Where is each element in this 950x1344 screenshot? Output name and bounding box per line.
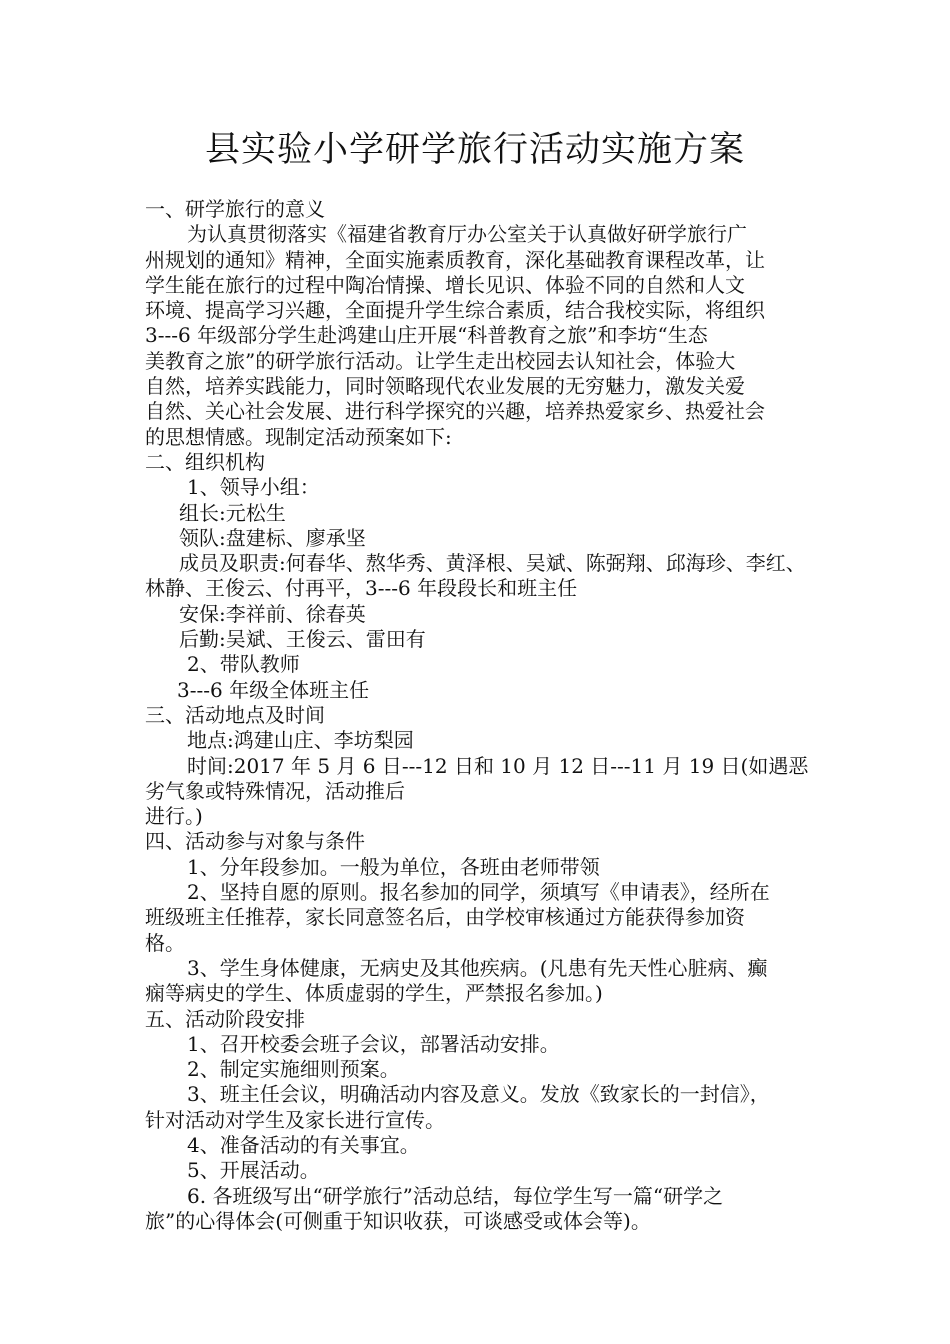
paragraph-line: 后勤:吴斌、王俊云、雷田有 [179,627,426,652]
paragraph-line: 3、班主任会议，明确活动内容及意义。发放《致家长的一封信》， [187,1082,770,1107]
paragraph-line: 成员及职责:何春华、熬华秀、黄泽根、吴斌、陈弼翔、邱海珍、李红、 [179,551,806,576]
paragraph-line: 3---6 年级全体班主任 [177,677,370,702]
paragraph-line: 自然、关心社会发展、进行科学探究的兴趣，培养热爱家乡、热爱社会 [145,399,765,424]
paragraph-line: 旅”的心得体会(可侧重于知识收获，可谈感受或体会等)。 [145,1208,651,1233]
paragraph-line: 组长:元松生 [179,500,286,525]
paragraph-line: 州规划的通知》精神，全面实施素质教育，深化基础教育课程改革，让 [145,247,765,272]
paragraph-line: 自然，培养实践能力，同时领略现代农业发展的无穷魅力，激发关爱 [145,374,745,399]
paragraph-line: 4、准备活动的有关事宜。 [187,1132,420,1157]
paragraph-line: 5、开展活动。 [187,1158,320,1183]
paragraph-line: 格。 [145,930,185,955]
paragraph-line: 1、分年段参加。一般为单位，各班由老师带领 [187,854,600,879]
paragraph-line: 为认真贯彻落实《福建省教育厅办公室关于认真做好研学旅行广 [187,222,747,247]
paragraph-line: 美教育之旅”的研学旅行活动。让学生走出校园去认知社会，体验大 [145,348,736,373]
paragraph-line: 安保:李祥前、徐春英 [179,601,366,626]
paragraph-line: 地点:鸿建山庄、李坊梨园 [187,728,414,753]
paragraph-line: 二、组织机构 [145,449,265,474]
paragraph-line: 针对活动对学生及家长进行宣传。 [145,1107,445,1132]
paragraph-line: 四、活动参与对象与条件 [145,829,365,854]
paragraph-line: 2、带队教师 [187,652,300,677]
paragraph-line: 时间:2017 年 5 月 6 日---12 日和 10 月 12 日---11 月 19 日(如遇恶 [187,753,809,778]
paragraph-line: 6. 各班级写出“研学旅行”活动总结，每位学生写一篇“研学之 [187,1183,724,1208]
paragraph-line: 领队:盘建标、廖承坚 [179,525,366,550]
paragraph-line: 进行。) [145,804,203,829]
paragraph-line: 1、召开校委会班子会议，部署活动安排。 [187,1031,560,1056]
paragraph-line: 环境、提高学习兴趣，全面提升学生综合素质，结合我校实际，将组织 [145,298,765,323]
paragraph-line: 林静、王俊云、付再平，3---6 年段段长和班主任 [145,576,578,601]
paragraph-line: 一、研学旅行的意义 [145,197,325,221]
paragraph-line: 2、制定实施细则预案。 [187,1057,400,1082]
paragraph-line: 痫等病史的学生、体质虚弱的学生，严禁报名参加。) [145,981,603,1006]
paragraph-line: 学生能在旅行的过程中陶冶情操、增长见识、体验不同的自然和人文 [145,272,745,297]
paragraph-line: 劣气象或特殊情况，活动推后 [145,778,405,803]
paragraph-line: 3、学生身体健康，无病史及其他疾病。(凡患有先天性心脏病、癫 [187,955,768,980]
document-body [145,197,810,1234]
paragraph-line: 五、活动阶段安排 [145,1006,305,1031]
document-title: 县实验小学研学旅行活动实施方案 [204,130,745,170]
paragraph-line: 三、活动地点及时间 [145,702,325,727]
paragraph-line: 1、领导小组： [187,475,320,500]
paragraph-line: 班级班主任推荐，家长同意签名后，由学校审核通过方能获得参加资 [145,905,745,930]
paragraph-line: 的思想情感。现制定活动预案如下: [145,424,452,449]
paragraph-line: 3---6 年级部分学生赴鸿建山庄开展“科普教育之旅”和李坊“生态 [145,323,708,348]
paragraph-line: 2、坚持自愿的原则。报名参加的同学，须填写《申请表》，经所在 [187,880,770,905]
